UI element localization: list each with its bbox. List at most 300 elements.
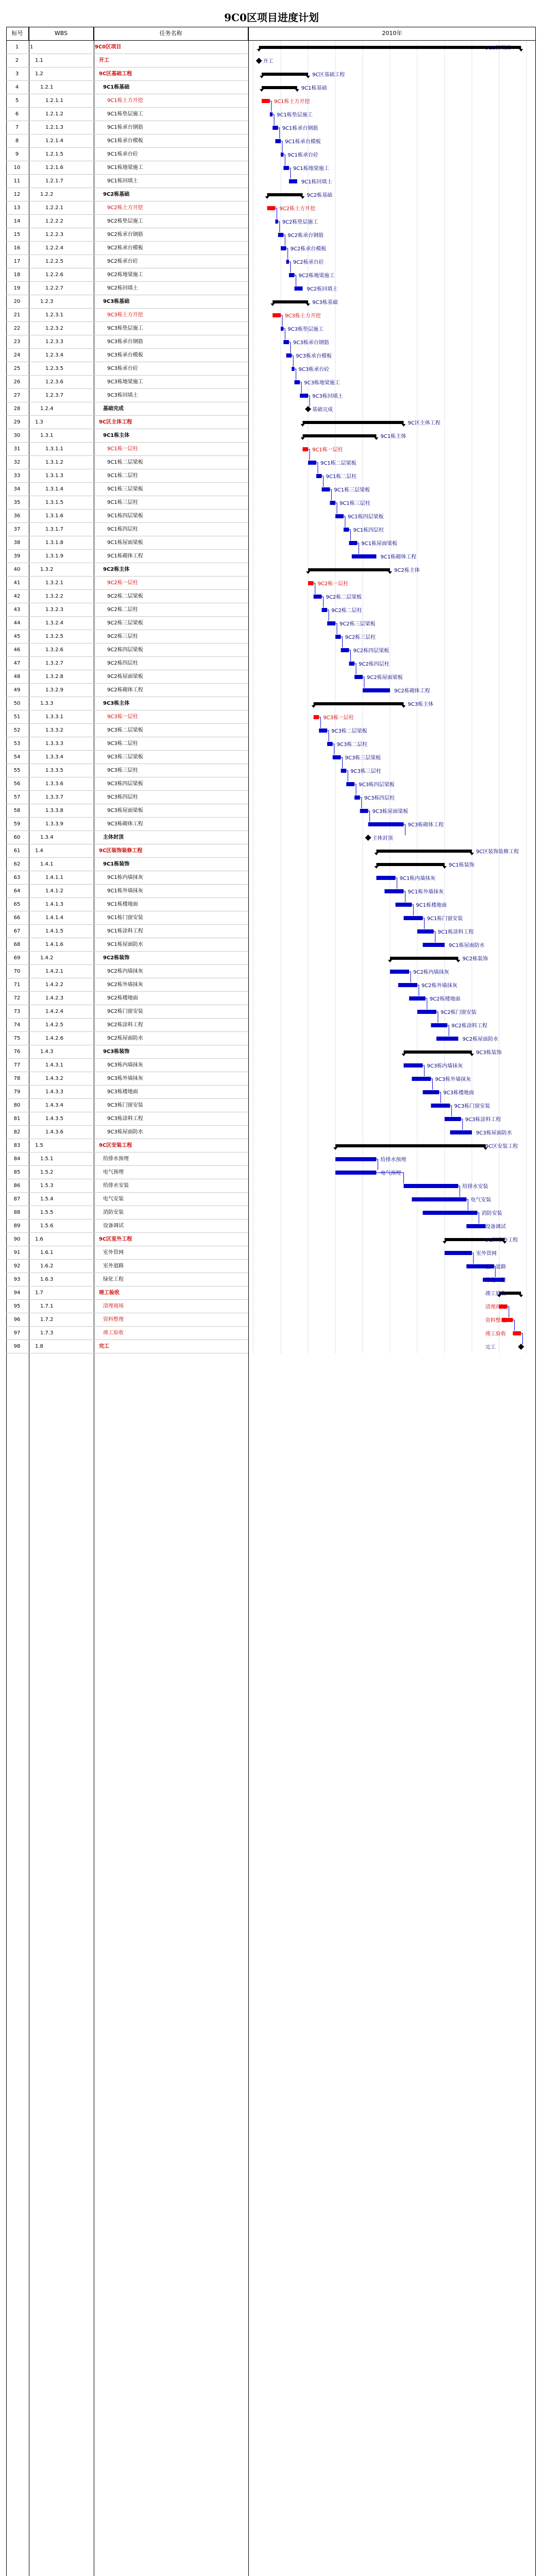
task-bar xyxy=(300,394,308,398)
bar-label: 9C2栋内墙抹灰 xyxy=(413,970,449,975)
table-row xyxy=(6,1099,248,1112)
dependency-link xyxy=(330,489,331,500)
row-wbs: 1.2.2.3 xyxy=(45,232,63,238)
bar-label: 开工 xyxy=(263,59,274,64)
table-row xyxy=(6,992,248,1005)
task-bar xyxy=(314,595,322,599)
row-wbs: 1.5.4 xyxy=(40,1196,54,1202)
task-bar xyxy=(384,889,403,893)
critical-task-bar xyxy=(262,99,270,103)
task-bar xyxy=(341,648,349,652)
bar-label: 9C3栋门窗安装 xyxy=(454,1104,490,1109)
dependency-link xyxy=(333,744,334,755)
table-row xyxy=(6,215,248,228)
row-name: 9C1栋三层梁板 xyxy=(107,486,143,492)
table-row xyxy=(6,429,248,443)
row-wbs: 1.2.2.4 xyxy=(45,245,63,251)
row-wbs: 1.4.3.1 xyxy=(45,1062,63,1068)
row-wbs: 1.2.1.7 xyxy=(45,178,63,184)
task-bar xyxy=(396,903,412,907)
row-name: 9C2栋承台模板 xyxy=(107,245,143,251)
table-row xyxy=(6,1246,248,1260)
row-wbs: 1.2.1.4 xyxy=(45,138,63,144)
table-row xyxy=(6,536,248,550)
dependency-link xyxy=(295,275,296,286)
row-id: 94 xyxy=(13,1290,21,1296)
table-row xyxy=(6,965,248,978)
row-id: 78 xyxy=(13,1076,21,1081)
bar-label: 9C1栋承台砼 xyxy=(287,152,319,158)
summary-end-mark xyxy=(300,437,304,440)
row-wbs: 1.2.3.2 xyxy=(45,326,63,331)
dependency-link xyxy=(327,731,329,741)
bar-label: 9C1栋三层柱 xyxy=(340,501,370,506)
row-name: 资料整理 xyxy=(103,1317,124,1323)
row-wbs: 1.4.2.1 xyxy=(45,969,63,974)
row-id: 9 xyxy=(15,151,19,157)
row-name: 9C3栋装饰 xyxy=(103,1049,130,1055)
row-name: 9C2栋承台钢筋 xyxy=(107,232,143,238)
row-id: 72 xyxy=(13,995,21,1001)
bar-label: 9C3栋二层柱 xyxy=(336,742,368,748)
summary-end-mark xyxy=(519,49,523,52)
row-name: 9C2栋二层柱 xyxy=(107,607,138,613)
bar-label: 9C2栋二层梁板 xyxy=(326,595,362,600)
table-row xyxy=(6,1005,248,1019)
task-bar xyxy=(466,1224,485,1228)
table-row xyxy=(6,1286,248,1300)
row-name: 9C1栋承台模板 xyxy=(107,138,143,144)
bar-label: 9C1栋基础 xyxy=(301,86,327,91)
table-row xyxy=(6,1166,248,1179)
row-id: 51 xyxy=(13,714,21,720)
row-id: 2 xyxy=(15,58,19,63)
row-name: 绿化工程 xyxy=(103,1277,124,1282)
bar-label: 9C2栋基础 xyxy=(307,193,333,198)
table-row xyxy=(6,1179,248,1193)
table-row xyxy=(6,1019,248,1032)
row-id: 50 xyxy=(13,701,21,706)
task-bar xyxy=(341,769,347,773)
row-wbs: 1.3.3.5 xyxy=(45,768,63,773)
task-bar xyxy=(409,996,426,1001)
task-bar xyxy=(349,662,355,666)
row-wbs: 1.2.2.7 xyxy=(45,285,63,291)
task-bar xyxy=(445,1251,472,1255)
summary-bar xyxy=(259,46,521,49)
task-bar xyxy=(316,474,322,478)
summary-bar xyxy=(390,957,459,960)
row-wbs: 1.3.4 xyxy=(40,835,54,840)
row-wbs: 1.4.1.1 xyxy=(45,875,63,880)
task-bar xyxy=(273,126,278,130)
bar-label: 9C1栋垫层施工 xyxy=(277,112,313,118)
dependency-link xyxy=(283,235,285,246)
task-bar xyxy=(281,327,283,331)
bar-label: 9C3栋四层梁板 xyxy=(359,782,395,788)
bar-label: 9C2栋一层柱 xyxy=(317,581,349,587)
dependency-link xyxy=(404,824,405,835)
dependency-link xyxy=(292,355,293,366)
critical-task-bar xyxy=(513,1331,521,1335)
row-name: 9C3栋四层柱 xyxy=(107,794,138,800)
row-name: 9C0区项目 xyxy=(95,44,122,50)
row-id: 6 xyxy=(15,111,19,117)
table-row xyxy=(6,309,248,322)
row-id: 66 xyxy=(13,915,21,921)
row-name: 9C3栋砌体工程 xyxy=(107,821,143,827)
bar-label: 9C2栋涂料工程 xyxy=(451,1023,488,1029)
row-name: 9C3栋三层柱 xyxy=(107,768,138,773)
dependency-link xyxy=(436,1012,438,1023)
bar-label: 9C3栋主体 xyxy=(408,702,434,707)
table-row xyxy=(6,416,248,429)
table-row xyxy=(6,925,248,938)
row-name: 电气预埋 xyxy=(103,1170,124,1175)
task-bar xyxy=(436,1037,458,1041)
row-wbs: 1.4.3.5 xyxy=(45,1116,63,1122)
bar-label: 9C1栋四层柱 xyxy=(353,528,384,533)
summary-bar xyxy=(377,863,445,866)
bar-label: 9C3栋外墙抹灰 xyxy=(435,1077,471,1082)
row-id: 59 xyxy=(13,821,21,827)
row-name: 电气安装 xyxy=(103,1196,124,1202)
table-row xyxy=(6,764,248,777)
row-wbs: 1.3.1.7 xyxy=(45,527,63,532)
row-wbs: 1.6.1 xyxy=(40,1250,54,1256)
row-name: 基础完成 xyxy=(103,406,124,412)
row-name: 完工 xyxy=(99,1344,109,1349)
row-wbs: 1.5.6 xyxy=(40,1223,54,1229)
task-bar xyxy=(270,112,273,116)
row-wbs: 1.3.3.2 xyxy=(45,727,63,733)
dependency-link xyxy=(327,610,329,621)
bar-label: 9C2栋地梁施工 xyxy=(298,273,335,279)
row-id: 95 xyxy=(13,1303,21,1309)
row-wbs: 1.2.3.4 xyxy=(45,352,63,358)
bar-label: 9C2栋砌体工程 xyxy=(394,688,430,694)
dependency-link xyxy=(357,543,359,554)
row-id: 71 xyxy=(13,982,21,988)
table-row xyxy=(6,523,248,536)
summary-end-mark xyxy=(402,705,406,708)
row-id: 21 xyxy=(13,312,21,318)
row-wbs: 1.6 xyxy=(35,1236,43,1242)
dependency-link xyxy=(404,891,405,902)
table-row xyxy=(6,201,248,215)
table-row xyxy=(6,978,248,992)
dependency-link xyxy=(314,583,315,594)
row-name: 9C2栋承台砼 xyxy=(107,259,138,264)
row-wbs: 1.2.1.2 xyxy=(45,111,63,117)
bar-label: 绿化工程 xyxy=(485,1278,506,1283)
milestone-mark xyxy=(305,406,311,412)
task-bar xyxy=(283,166,289,170)
bar-label: 9C3栋承台钢筋 xyxy=(293,340,329,346)
dependency-link xyxy=(447,1025,449,1036)
dependency-link xyxy=(341,637,343,648)
summary-bar xyxy=(302,434,376,437)
summary-bar xyxy=(262,73,308,76)
task-bar xyxy=(289,273,295,277)
row-id: 79 xyxy=(13,1089,21,1095)
summary-end-mark xyxy=(270,303,275,306)
row-id: 87 xyxy=(13,1196,21,1202)
dependency-link xyxy=(439,1092,440,1103)
dependency-link xyxy=(521,1333,522,1344)
row-name: 9C2栋楼地面 xyxy=(107,995,138,1001)
row-wbs: 1.6.2 xyxy=(40,1263,54,1269)
task-bar xyxy=(423,1090,439,1094)
row-wbs: 1.3.1.5 xyxy=(45,500,63,505)
task-bar xyxy=(368,822,404,826)
row-id: 53 xyxy=(13,741,21,747)
row-wbs: 1.5 xyxy=(35,1143,43,1148)
table-row xyxy=(6,791,248,804)
row-wbs: 1.4.2.2 xyxy=(45,982,63,988)
row-id: 15 xyxy=(13,232,21,238)
table-row xyxy=(6,175,248,188)
row-id: 81 xyxy=(13,1116,21,1122)
row-id: 12 xyxy=(13,192,21,197)
table-row xyxy=(6,1313,248,1327)
bar-label: 设备调试 xyxy=(485,1224,506,1230)
task-bar xyxy=(346,782,354,786)
row-id: 86 xyxy=(13,1183,21,1189)
table-row xyxy=(6,1327,248,1340)
row-wbs: 1.2.2.1 xyxy=(45,205,63,211)
bar-label: 9C3栋四层柱 xyxy=(364,795,395,801)
table-row xyxy=(6,362,248,376)
row-id: 92 xyxy=(13,1263,21,1269)
table-row xyxy=(6,777,248,791)
row-name: 9C3栋回填土 xyxy=(107,393,138,398)
task-bar xyxy=(295,380,300,384)
row-wbs: 1 xyxy=(30,44,33,50)
bar-label: 9C1栋屋面梁板 xyxy=(361,541,398,547)
summary-bar xyxy=(308,568,390,571)
task-bar xyxy=(398,983,417,987)
row-wbs: 1.3.1.8 xyxy=(45,540,63,546)
bar-label: 9C2栋屋面防水 xyxy=(462,1037,499,1042)
row-id: 25 xyxy=(13,366,21,371)
summary-end-mark xyxy=(295,89,299,92)
row-id: 68 xyxy=(13,942,21,947)
summary-bar xyxy=(262,86,297,89)
row-name: 9C2栋四层柱 xyxy=(107,660,138,666)
row-wbs: 1.2.3.3 xyxy=(45,339,63,345)
row-name: 9C3栋内墙抹灰 xyxy=(107,1062,143,1068)
dependency-link xyxy=(278,128,280,139)
header-timeline: 2010年 xyxy=(382,30,402,37)
summary-bar xyxy=(267,193,303,196)
row-name: 9C1栋四层梁板 xyxy=(107,513,143,519)
header-name: 任务名称 xyxy=(94,27,248,40)
row-name: 9C2栋装饰 xyxy=(103,955,130,961)
dependency-link xyxy=(478,1213,479,1224)
row-wbs: 1.4.2.3 xyxy=(45,995,63,1001)
dependency-link xyxy=(273,114,274,125)
row-name: 9C3栋承台砼 xyxy=(107,366,138,371)
row-id: 62 xyxy=(13,861,21,867)
row-name: 9C2栋基础 xyxy=(103,192,130,197)
dependency-link xyxy=(426,998,427,1009)
row-id: 27 xyxy=(13,393,21,398)
dependency-link xyxy=(322,476,324,487)
row-name: 9C1栋屋面防水 xyxy=(107,942,143,947)
bar-label: 9C1栋地梁施工 xyxy=(293,166,329,172)
table-row xyxy=(6,496,248,510)
table-row xyxy=(6,282,248,295)
task-bar xyxy=(330,501,335,505)
row-wbs: 1.3.3.1 xyxy=(45,714,63,720)
row-id: 80 xyxy=(13,1103,21,1108)
gantt-chart xyxy=(248,41,536,2576)
summary-end-mark xyxy=(257,49,261,52)
table-row xyxy=(6,1112,248,1126)
table-row xyxy=(6,630,248,643)
task-bar xyxy=(377,876,396,880)
row-name: 9C3栋一层柱 xyxy=(107,714,138,720)
row-name: 9C3栋土方开挖 xyxy=(107,312,143,318)
gantt-page xyxy=(6,0,537,2576)
table-row xyxy=(6,938,248,952)
row-id: 24 xyxy=(13,352,21,358)
summary-bar xyxy=(377,850,472,853)
bar-label: 竣工验收 xyxy=(485,1291,506,1297)
task-bar xyxy=(431,1023,448,1027)
row-name: 9C区主体工程 xyxy=(99,419,132,425)
dependency-link xyxy=(409,972,411,982)
row-id: 65 xyxy=(13,902,21,907)
row-id: 37 xyxy=(13,527,21,532)
row-wbs: 1.4.1.6 xyxy=(45,942,63,947)
bar-label: 清理现场 xyxy=(485,1304,506,1310)
bar-label: 9C2栋主体 xyxy=(394,568,420,573)
dependency-link xyxy=(431,1079,433,1090)
row-id: 35 xyxy=(13,500,21,505)
task-bar xyxy=(354,795,360,800)
row-name: 9C3栋二层梁板 xyxy=(107,727,143,733)
table-row xyxy=(6,54,248,67)
task-bar xyxy=(404,916,423,920)
summary-end-mark xyxy=(260,89,264,92)
bar-label: 室外管网 xyxy=(476,1251,497,1257)
row-id: 91 xyxy=(13,1250,21,1256)
task-bar xyxy=(335,1171,377,1175)
row-name: 9C2栋三层柱 xyxy=(107,634,138,639)
task-bar xyxy=(349,541,358,545)
table-row xyxy=(6,81,248,94)
row-name: 9C3栋主体 xyxy=(103,701,130,706)
task-bar xyxy=(431,1104,450,1108)
row-name: 开工 xyxy=(99,58,109,63)
bar-label: 9C1栋土方开挖 xyxy=(274,99,310,105)
task-bar xyxy=(319,728,327,733)
row-id: 96 xyxy=(13,1317,21,1323)
row-id: 29 xyxy=(13,419,21,425)
dependency-link xyxy=(289,262,291,273)
dependency-link xyxy=(368,811,370,822)
row-name: 9C1栋承台钢筋 xyxy=(107,125,143,130)
row-wbs: 1.3.2.2 xyxy=(45,594,63,599)
table-row xyxy=(6,804,248,818)
row-id: 7 xyxy=(15,125,19,130)
task-bar xyxy=(354,675,363,679)
summary-end-mark xyxy=(300,424,304,427)
dependency-link xyxy=(461,1119,463,1130)
bar-label: 9C2栋楼地面 xyxy=(429,996,461,1002)
table-row xyxy=(6,242,248,255)
row-id: 97 xyxy=(13,1330,21,1336)
summary-end-mark xyxy=(402,424,406,427)
task-bar xyxy=(335,514,344,518)
summary-end-mark xyxy=(265,196,269,199)
row-wbs: 1.3.3.8 xyxy=(45,808,63,814)
row-id: 19 xyxy=(13,285,21,291)
row-id: 18 xyxy=(13,272,21,278)
row-name: 9C2栋外墙抹灰 xyxy=(107,982,143,988)
table-row xyxy=(6,911,248,925)
row-wbs: 1.2.1.3 xyxy=(45,125,63,130)
summary-end-mark xyxy=(443,866,447,869)
dependency-link xyxy=(507,1307,509,1317)
bar-label: 竣工验收 xyxy=(485,1331,506,1337)
table-row xyxy=(6,268,248,282)
table-row xyxy=(6,1032,248,1045)
row-name: 9C1栋土方开挖 xyxy=(107,98,143,104)
row-name: 9C2栋回填土 xyxy=(107,285,138,291)
row-id: 60 xyxy=(13,835,21,840)
row-wbs: 1.5.2 xyxy=(40,1170,54,1175)
row-name: 9C1栋砌体工程 xyxy=(107,553,143,559)
row-name: 9C2栋屋面防水 xyxy=(107,1036,143,1041)
row-name: 给排水安装 xyxy=(103,1183,129,1189)
table-row xyxy=(6,858,248,871)
table-row xyxy=(6,67,248,81)
bar-label: 9C2栋承台模板 xyxy=(290,246,327,252)
row-id: 28 xyxy=(13,406,21,412)
row-id: 56 xyxy=(13,781,21,787)
row-name: 9C3栋屋面防水 xyxy=(107,1129,143,1135)
summary-end-mark xyxy=(306,303,310,306)
row-wbs: 1.4.1.3 xyxy=(45,902,63,907)
summary-end-mark xyxy=(443,1241,447,1244)
table-row xyxy=(6,844,248,858)
critical-task-bar xyxy=(273,313,281,317)
row-id: 75 xyxy=(13,1036,21,1041)
bar-label: 9C2栋三层梁板 xyxy=(340,621,376,627)
table-row xyxy=(6,885,248,898)
bar-label: 9C1栋外墙抹灰 xyxy=(408,889,444,895)
row-name: 9C1栋屋面梁板 xyxy=(107,540,143,546)
summary-end-mark xyxy=(375,437,379,440)
row-name: 9C2栋内墙抹灰 xyxy=(107,969,143,974)
row-wbs: 1.3.2.4 xyxy=(45,620,63,626)
table-row xyxy=(6,456,248,469)
summary-end-mark xyxy=(312,705,316,708)
task-bar xyxy=(322,487,330,492)
dependency-link xyxy=(412,905,413,916)
task-bar xyxy=(289,179,297,183)
row-id: 83 xyxy=(13,1143,21,1148)
row-name: 9C2栋涂料工程 xyxy=(107,1022,143,1028)
row-wbs: 1.4.2.5 xyxy=(45,1022,63,1028)
row-name: 9C3栋屋面梁板 xyxy=(107,808,143,814)
bar-label: 9C1栋四层梁板 xyxy=(347,514,384,520)
row-name: 9C1栋二层梁板 xyxy=(107,460,143,465)
bar-label: 基础完成 xyxy=(312,407,333,413)
